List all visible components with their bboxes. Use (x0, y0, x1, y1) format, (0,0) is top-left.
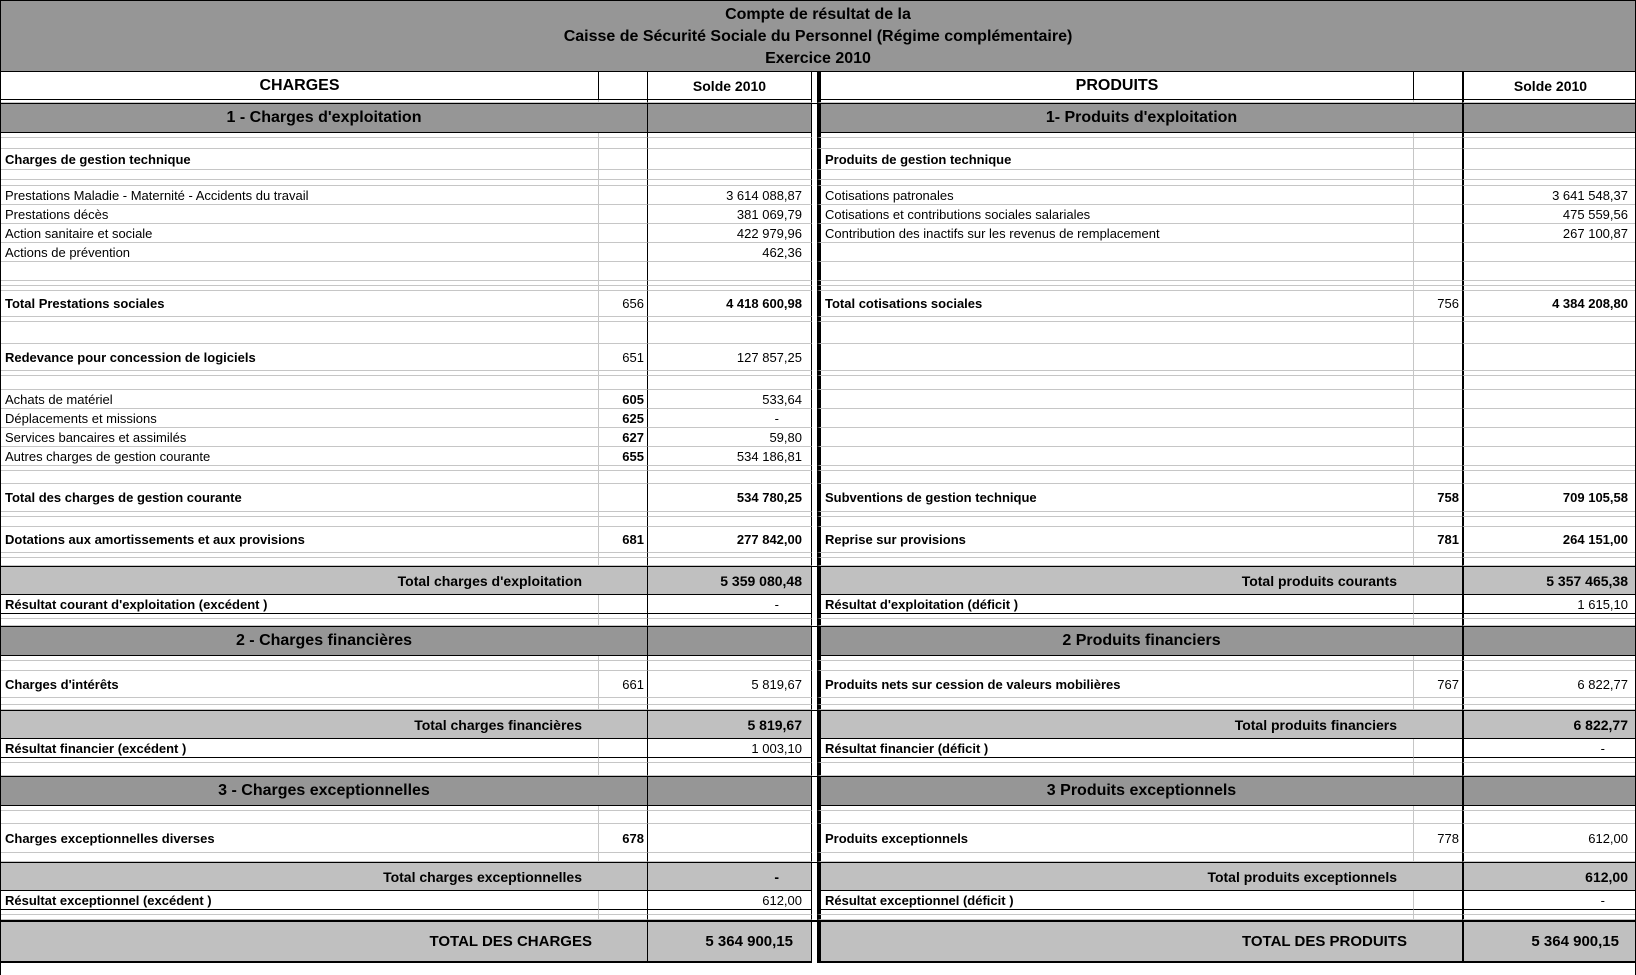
table-cell (1, 558, 599, 566)
table-row (1, 291, 1636, 317)
table-cell: 2 - Charges financières (1, 626, 647, 656)
table-cell (647, 824, 812, 853)
table-cell: 533,64 (647, 390, 812, 409)
table-cell (647, 170, 812, 180)
table-cell (1414, 853, 1462, 862)
table-row (1, 661, 1636, 671)
table-cell: 475 559,56 (1462, 205, 1636, 224)
table-cell (817, 853, 1414, 862)
table-cell: Achats de matériel (1, 390, 599, 409)
table-row (1, 517, 1636, 527)
table-cell (817, 409, 1414, 428)
table-cell: 625 (599, 409, 647, 428)
table-row (1, 558, 1636, 566)
table-cell (599, 205, 647, 224)
table-cell (1414, 595, 1462, 614)
table-cell: Total produits financiers (817, 710, 1462, 739)
table-cell (599, 243, 647, 262)
table-cell (647, 103, 812, 133)
table-cell: Dotations aux amortissements et aux provisions (1, 527, 599, 553)
document-title (1, 0, 1635, 72)
table-cell (1414, 170, 1462, 180)
table-cell (647, 619, 812, 626)
table-cell (1, 763, 599, 776)
table-cell: - (647, 862, 812, 891)
table-cell: 422 979,96 (647, 224, 812, 243)
table-cell (1, 322, 599, 344)
table-cell: 381 069,79 (647, 205, 812, 224)
table-cell (599, 224, 647, 243)
table-cell (1414, 224, 1462, 243)
table-cell: Résultat financier (déficit ) (817, 739, 1414, 758)
table-cell: 612,00 (1462, 862, 1636, 891)
table-cell: TOTAL DES CHARGES (1, 920, 647, 963)
table-cell (1462, 103, 1636, 133)
table-cell: Action sanitaire et sociale (1, 224, 599, 243)
table-cell (1462, 170, 1636, 180)
table-cell (1462, 447, 1636, 466)
table-cell (817, 471, 1414, 484)
table-cell (817, 376, 1414, 390)
table-cell (647, 811, 812, 824)
table-cell: 534 780,25 (647, 484, 812, 512)
table-cell: Résultat courant d'exploitation (excédent ) (1, 595, 599, 614)
table-cell (1414, 376, 1462, 390)
table-cell: 3 641 548,37 (1462, 186, 1636, 205)
table-cell (599, 891, 647, 910)
table-cell (1462, 811, 1636, 824)
table-cell (1462, 619, 1636, 626)
table-row (1, 824, 1636, 853)
table-row (1, 811, 1636, 824)
table-cell (1462, 149, 1636, 170)
table-cell: 1 615,10 (1462, 595, 1636, 614)
table-cell (647, 517, 812, 527)
table-cell (1, 471, 599, 484)
table-cell (599, 853, 647, 862)
table-cell: Total produits courants (817, 566, 1462, 595)
table-cell: 651 (599, 344, 647, 371)
table-cell: Charges exceptionnelles diverses (1, 824, 599, 853)
table-cell: 661 (599, 671, 647, 698)
table-row (1, 428, 1636, 447)
table-cell: 681 (599, 527, 647, 553)
table-cell: 678 (599, 824, 647, 853)
table-row (1, 322, 1636, 344)
table-cell (1, 517, 599, 527)
table-cell (1414, 447, 1462, 466)
table-row (1, 671, 1636, 698)
table-row (1, 626, 1636, 656)
table-cell (1414, 558, 1462, 566)
table-cell: Résultat d'exploitation (déficit ) (817, 595, 1414, 614)
table-cell (1462, 262, 1636, 281)
table-row (1, 566, 1636, 595)
table-cell: Total produits exceptionnels (817, 862, 1462, 891)
table-cell: Résultat financier (excédent ) (1, 739, 599, 758)
table-cell (1414, 891, 1462, 910)
table-cell (817, 243, 1414, 262)
solde-column-header-left: Solde 2010 (647, 72, 812, 100)
table-cell (817, 262, 1414, 281)
table-cell: Charges d'intérêts (1, 671, 599, 698)
table-cell (1462, 390, 1636, 409)
table-row (1, 963, 1636, 975)
solde-column-header-right: Solde 2010 (1462, 72, 1636, 100)
table-cell (1, 661, 599, 671)
table-cell: Prestations Maladie - Maternité - Accidents du travail (1, 186, 599, 205)
table-cell (599, 186, 647, 205)
table-cell: Total charges d'exploitation (1, 566, 647, 595)
table-row (1, 243, 1636, 262)
table-cell: Redevance pour concession de logiciels (1, 344, 599, 371)
table-cell (817, 428, 1414, 447)
table-cell (817, 390, 1414, 409)
table-cell: Subventions de gestion technique (817, 484, 1414, 512)
table-cell (1414, 344, 1462, 371)
table-cell (1462, 376, 1636, 390)
table-cell: Total charges exceptionnelles (1, 862, 647, 891)
table-cell (1414, 428, 1462, 447)
table-cell (599, 558, 647, 566)
table-row (1, 409, 1636, 428)
table-cell (817, 322, 1414, 344)
table-cell: 59,80 (647, 428, 812, 447)
table-row (1, 344, 1636, 371)
table-cell: 4 384 208,80 (1462, 291, 1636, 317)
code-column-header-right (1414, 72, 1462, 100)
table-cell: 758 (1414, 484, 1462, 512)
table-cell: 778 (1414, 824, 1462, 853)
column-header-row (1, 72, 1636, 100)
table-cell (1414, 517, 1462, 527)
table-cell: 5 364 900,15 (1462, 920, 1636, 963)
table-cell (1414, 138, 1462, 149)
table-cell (817, 344, 1414, 371)
table-cell (599, 170, 647, 180)
table-cell (1, 698, 599, 705)
table-cell (1414, 409, 1462, 428)
table-cell (599, 763, 647, 776)
table-cell (1462, 776, 1636, 806)
table-cell (647, 776, 812, 806)
table-cell (1462, 558, 1636, 566)
title-line-1: Compte de résultat de la (725, 6, 911, 23)
table-cell: Résultat exceptionnel (excédent ) (1, 891, 599, 910)
table-row (1, 390, 1636, 409)
table-cell (1462, 698, 1636, 705)
charges-column-header: CHARGES (1, 72, 599, 100)
table-cell: Cotisations patronales (817, 186, 1414, 205)
table-cell: 2 Produits financiers (817, 626, 1462, 656)
table-row (1, 149, 1636, 170)
table-cell: 605 (599, 390, 647, 409)
table-cell (1, 376, 599, 390)
table-cell (1462, 344, 1636, 371)
table-cell (599, 262, 647, 281)
table-row (1, 224, 1636, 243)
table-cell (1, 853, 599, 862)
table-row (1, 595, 1636, 614)
table-cell (817, 558, 1414, 566)
table-cell (1, 811, 599, 824)
table-cell: Services bancaires et assimilés (1, 428, 599, 447)
table-cell: Total charges financières (1, 710, 647, 739)
table-cell: 756 (1414, 291, 1462, 317)
table-cell (647, 262, 812, 281)
table-cell: 4 418 600,98 (647, 291, 812, 317)
table-cell (599, 471, 647, 484)
table-cell (1414, 390, 1462, 409)
table-cell: TOTAL DES PRODUITS (817, 920, 1462, 963)
table-cell (1414, 186, 1462, 205)
table-cell (1462, 517, 1636, 527)
table-row (1, 205, 1636, 224)
table-cell: Total des charges de gestion courante (1, 484, 599, 512)
table-cell: 277 842,00 (647, 527, 812, 553)
table-cell (1, 138, 599, 149)
table-cell (647, 853, 812, 862)
table-cell (599, 517, 647, 527)
table-cell: 127 857,25 (647, 344, 812, 371)
table-cell (1462, 243, 1636, 262)
table-cell (1414, 811, 1462, 824)
table-row (1, 186, 1636, 205)
table-cell (1, 170, 599, 180)
table-cell (1414, 322, 1462, 344)
table-row (1, 619, 1636, 626)
table-cell (599, 661, 647, 671)
table-row (1, 776, 1636, 806)
table-cell: Charges de gestion technique (1, 149, 599, 170)
table-cell (599, 484, 647, 512)
table-cell (1414, 739, 1462, 758)
table-cell: 264 151,00 (1462, 527, 1636, 553)
table-cell (647, 322, 812, 344)
produits-column-header: PRODUITS (817, 72, 1414, 100)
table-cell: Actions de prévention (1, 243, 599, 262)
table-cell (599, 322, 647, 344)
table-cell (817, 517, 1414, 527)
table-row (1, 853, 1636, 862)
table-cell: Cotisations et contributions sociales salariales (817, 205, 1414, 224)
table-cell (647, 558, 812, 566)
table-cell: 5 357 465,38 (1462, 566, 1636, 595)
table-cell: 3 614 088,87 (647, 186, 812, 205)
table-row (1, 484, 1636, 512)
table-cell: 5 819,67 (647, 671, 812, 698)
table-cell: 3 - Charges exceptionnelles (1, 776, 647, 806)
table-row (1, 447, 1636, 466)
table-cell: Total cotisations sociales (817, 291, 1414, 317)
code-column-header-left (599, 72, 647, 100)
table-cell (599, 619, 647, 626)
table-cell (599, 376, 647, 390)
table-cell (1, 262, 599, 281)
table-cell: 5 359 080,48 (647, 566, 812, 595)
table-cell: 612,00 (1462, 824, 1636, 853)
table-cell: 534 186,81 (647, 447, 812, 466)
table-cell (599, 138, 647, 149)
table-cell: Produits exceptionnels (817, 824, 1414, 853)
table-cell (1414, 262, 1462, 281)
table-cell (599, 149, 647, 170)
table-cell: 1 - Charges d'exploitation (1, 103, 647, 133)
table-cell: 1- Produits d'exploitation (817, 103, 1462, 133)
table-cell (599, 739, 647, 758)
table-cell (817, 619, 1414, 626)
table-cell: 781 (1414, 527, 1462, 553)
table-cell (1462, 409, 1636, 428)
table-cell: Déplacements et missions (1, 409, 599, 428)
table-cell (1414, 205, 1462, 224)
table-row (1, 471, 1636, 484)
table-cell: 612,00 (647, 891, 812, 910)
table-cell: 5 364 900,15 (647, 920, 812, 963)
table-cell: Autres charges de gestion courante (1, 447, 599, 466)
table-cell: 767 (1414, 671, 1462, 698)
table-cell (817, 661, 1414, 671)
table-cell (1462, 471, 1636, 484)
table-cell (647, 698, 812, 705)
table-cell: 627 (599, 428, 647, 447)
table-cell: Résultat exceptionnel (déficit ) (817, 891, 1414, 910)
table-row (1, 138, 1636, 149)
table-cell (1414, 471, 1462, 484)
table-cell: Prestations décès (1, 205, 599, 224)
title-line-2: Caisse de Sécurité Sociale du Personnel (Régime complémentaire) (563, 28, 1073, 45)
table-cell: 6 822,77 (1462, 710, 1636, 739)
table-cell (647, 763, 812, 776)
table-cell (1414, 149, 1462, 170)
table-cell: 462,36 (647, 243, 812, 262)
table-cell (647, 376, 812, 390)
table-cell: 1 003,10 (647, 739, 812, 758)
table-cell: Contribution des inactifs sur les revenus de remplacement (817, 224, 1414, 243)
table-cell: Produits nets sur cession de valeurs mobilières (817, 671, 1414, 698)
table-cell (1462, 322, 1636, 344)
table-cell (647, 138, 812, 149)
table-cell: 655 (599, 447, 647, 466)
table-cell (1462, 661, 1636, 671)
table-cell (1462, 853, 1636, 862)
table-cell (1414, 661, 1462, 671)
table-cell (1462, 626, 1636, 656)
table-cell: 267 100,87 (1462, 224, 1636, 243)
table-cell (817, 447, 1414, 466)
table-cell: - (647, 595, 812, 614)
table-row (1, 920, 1636, 963)
table-cell (647, 626, 812, 656)
table-cell (647, 661, 812, 671)
table-cell (1414, 698, 1462, 705)
table-cell (1462, 428, 1636, 447)
title-line-3: Exercice 2010 (765, 50, 871, 67)
table-body (1, 100, 1635, 975)
table-row (1, 103, 1636, 133)
table-cell (817, 698, 1414, 705)
table-cell (599, 595, 647, 614)
table-cell (647, 149, 812, 170)
table-row (1, 262, 1636, 281)
table-cell (1414, 243, 1462, 262)
table-row (1, 698, 1636, 705)
table-cell: 656 (599, 291, 647, 317)
table-cell (599, 811, 647, 824)
table-cell: 5 819,67 (647, 710, 812, 739)
table-cell (1, 619, 599, 626)
table-cell: 709 105,58 (1462, 484, 1636, 512)
table-cell: - (1462, 739, 1636, 758)
table-cell (817, 138, 1414, 149)
table-row (1, 376, 1636, 390)
table-cell: Produits de gestion technique (817, 149, 1414, 170)
table-cell: 3 Produits exceptionnels (817, 776, 1462, 806)
table-cell (817, 811, 1414, 824)
table-cell (599, 698, 647, 705)
table-cell (1462, 763, 1636, 776)
table-row (1, 891, 1636, 910)
table-cell: - (647, 409, 812, 428)
table-cell (647, 471, 812, 484)
table-row (1, 710, 1636, 739)
table-cell: Reprise sur provisions (817, 527, 1414, 553)
table-cell (1414, 619, 1462, 626)
table-row (1, 862, 1636, 891)
table-row (1, 739, 1636, 758)
table-row (1, 763, 1636, 776)
table-cell: 6 822,77 (1462, 671, 1636, 698)
table-cell: - (1462, 891, 1636, 910)
table-cell (1414, 763, 1462, 776)
table-cell (817, 170, 1414, 180)
table-cell (1462, 138, 1636, 149)
table-row (1, 527, 1636, 553)
table-cell: Total Prestations sociales (1, 291, 599, 317)
table-row (1, 170, 1636, 180)
table-cell (817, 763, 1414, 776)
